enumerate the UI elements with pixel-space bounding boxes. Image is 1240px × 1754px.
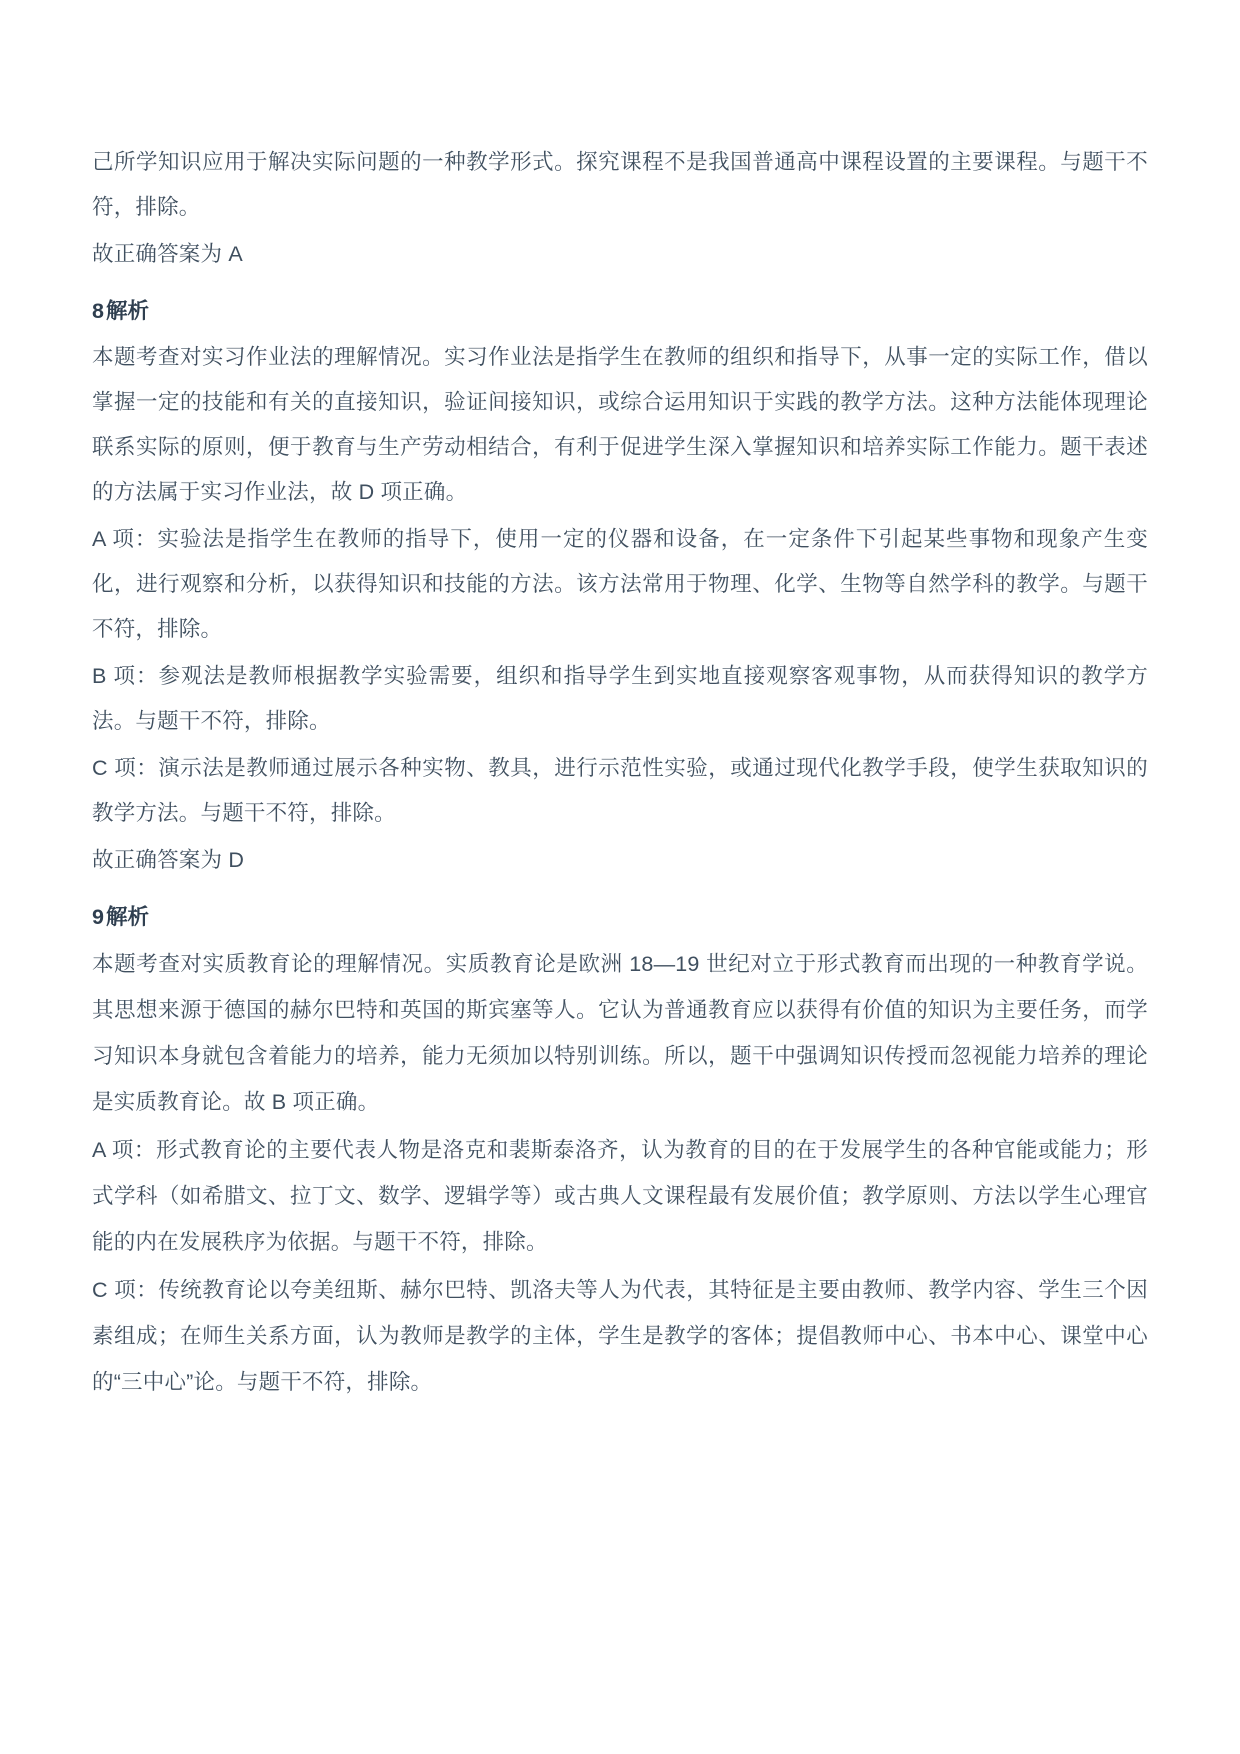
paragraph-9-main: 本题考查对实质教育论的理解情况。实质教育论是欧洲 18—19 世纪对立于形式教育而出现的一种教育学说。其思想来源于德国的赫尔巴特和英国的斯宾塞等人。它认为普通教育应以获得有价值的知识为主要任务，而学习知识本身就包含着能力的培养，能力无须加以特别训练。所以，题干中强调知识传授而忽视能力培养的理论是实质教育论。故 B 项正确。 [92,952,1148,1114]
paragraph-8-option-a: A 项：实验法是指学生在教师的指导下，使用一定的仪器和设备，在一定条件下引起某些事物和现象产生变化，进行观察和分析，以获得知识和技能的方法。该方法常用于物理、化学、生物等自然学科的教学。与题干不符，排除。 [92,527,1148,641]
section-heading-9 [92,899,1148,935]
paragraph-answer-d: 故正确答案为 D [92,848,245,872]
paragraph-8-option-c: C 项：演示法是教师通过展示各种实物、教具，进行示范性实验，或通过现代化教学手段，使学生获取知识的教学方法。与题干不符，排除。 [92,756,1148,825]
section-number: 8 [92,299,104,323]
document-body [92,140,1148,1405]
paragraph-8-main: 本题考查对实习作业法的理解情况。实习作业法是指学生在教师的组织和指导下，从事一定的实际工作，借以掌握一定的技能和有关的直接知识，验证间接知识，或综合运用知识于实践的教学方法。这种方法能体现理论联系实际的原则，便于教育与生产劳动相结合，有利于促进学生深入掌握知识和培养实际工作能力。题干表述的方法属于实习作业法，故 D 项正确。 [92,345,1148,504]
paragraph-9-option-a: A 项：形式教育论的主要代表人物是洛克和裴斯泰洛齐，认为教育的目的在于发展学生的各种官能或能力；形式学科（如希腊文、拉丁文、数学、逻辑学等）或古典人文课程最有发展价值；教学原则、方法以学生心理官能的内在发展秩序为依据。与题干不符，排除。 [92,1138,1148,1254]
paragraph-answer-a: 故正确答案为 A [92,242,243,266]
paragraph-8-option-b: B 项：参观法是教师根据教学实验需要，组织和指导学生到实地直接观察客观事物，从而获得知识的教学方法。与题干不符，排除。 [92,664,1148,733]
section-label: 解析 [105,905,149,929]
section-heading-8 [92,293,1148,329]
paragraph-continuation: 己所学知识应用于解决实际问题的一种教学形式。探究课程不是我国普通高中课程设置的主要课程。与题干不符，排除。 [92,150,1148,219]
section-label: 解析 [105,299,149,323]
section-number: 9 [92,905,104,929]
paragraph-9-option-c: C 项：传统教育论以夸美纽斯、赫尔巴特、凯洛夫等人为代表，其特征是主要由教师、教学内容、学生三个因素组成；在师生关系方面，认为教师是教学的主体，学生是教学的客体；提倡教师中心、书本中心、课堂中心的“三中心”论。与题干不符，排除。 [92,1278,1148,1394]
